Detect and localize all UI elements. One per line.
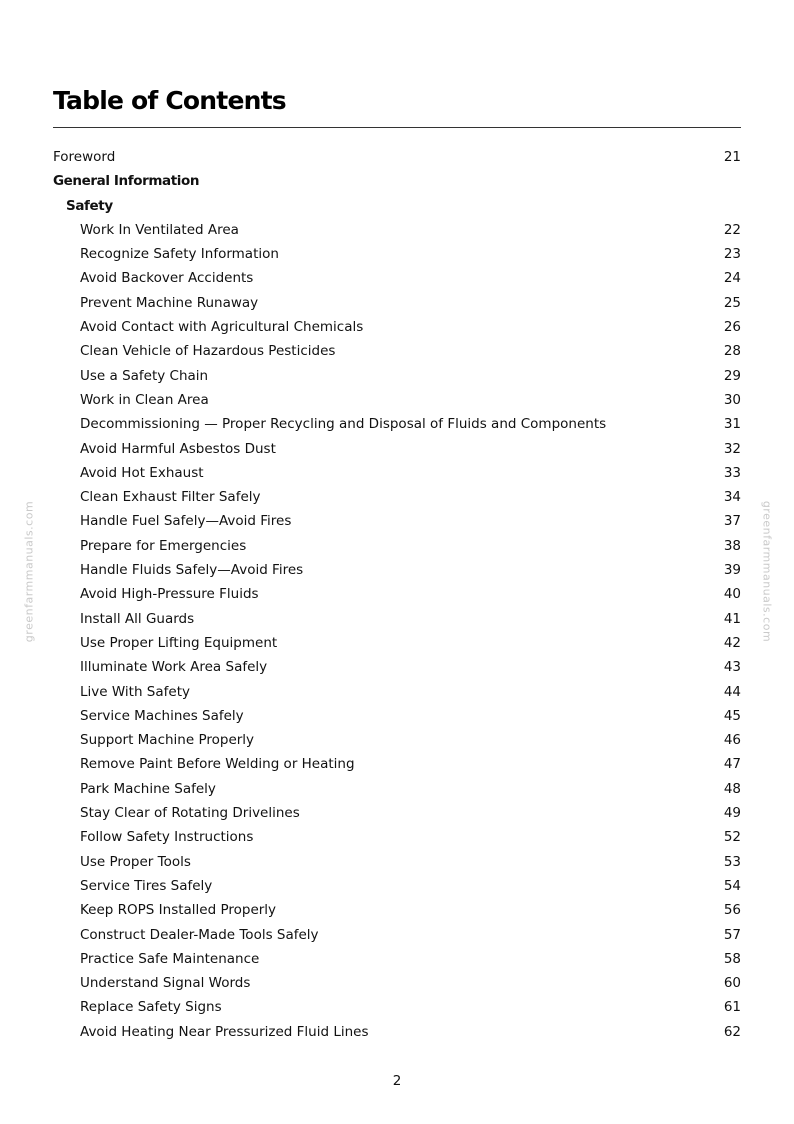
toc-entry-page-number: 33	[723, 464, 741, 481]
toc-entry[interactable]	[53, 388, 741, 412]
toc-entry[interactable]	[53, 291, 741, 315]
table-of-contents	[53, 145, 741, 1044]
toc-entry-page-number: 22	[723, 221, 741, 238]
toc-entry-page-number: 46	[723, 732, 741, 749]
toc-entry-page-number: 31	[723, 416, 741, 433]
toc-entry-label: Use Proper Lifting Equipment	[80, 634, 278, 651]
toc-entry-label: Prevent Machine Runaway	[80, 294, 259, 311]
watermark-left: greenfarmmanuals.com	[22, 500, 36, 643]
toc-entry-page-number: 52	[723, 829, 741, 846]
toc-entry-label: Safety	[66, 197, 113, 214]
toc-entry-label: Follow Safety Instructions	[80, 829, 254, 846]
toc-entry[interactable]	[53, 995, 741, 1019]
toc-entry[interactable]	[53, 655, 741, 679]
toc-entry[interactable]	[53, 728, 741, 752]
toc-entry-label: Avoid Harmful Asbestos Dust	[80, 440, 276, 457]
toc-entry-page-number: 23	[723, 246, 741, 263]
watermark-right: greenfarmmanuals.com	[760, 500, 774, 643]
toc-entry-label: Avoid High-Pressure Fluids	[80, 586, 259, 603]
toc-entry-page-number: 48	[723, 780, 741, 797]
toc-entry-page-number: 21	[723, 149, 741, 165]
toc-entry-label: Work in Clean Area	[80, 391, 209, 408]
toc-entry[interactable]	[53, 461, 741, 485]
toc-entry-page-number: 47	[723, 756, 741, 773]
toc-entry[interactable]	[53, 825, 741, 849]
toc-entry-label: Keep ROPS Installed Properly	[80, 902, 277, 919]
toc-entry-label: Prepare for Emergencies	[80, 537, 247, 554]
toc-entry-label: Decommissioning — Proper Recycling and Disposal of Fluids and Components	[80, 416, 607, 433]
toc-entry[interactable]	[53, 582, 741, 606]
toc-entry-label: Practice Safe Maintenance	[80, 950, 260, 967]
toc-entry[interactable]	[53, 1020, 741, 1044]
toc-entry-page-number: 24	[723, 270, 741, 287]
toc-entry-label: Live With Safety	[80, 683, 190, 700]
toc-entry[interactable]	[53, 801, 741, 825]
toc-entry-page-number: 60	[723, 975, 741, 992]
toc-entry-page-number: 58	[723, 950, 741, 967]
toc-entry-page-number: 25	[723, 294, 741, 311]
toc-entry[interactable]	[53, 971, 741, 995]
toc-entry-page-number: 43	[723, 659, 741, 676]
page-title: Table of Contents	[53, 86, 286, 115]
toc-entry-label: Avoid Contact with Agricultural Chemicals	[80, 319, 364, 336]
toc-entry[interactable]	[53, 412, 741, 436]
toc-entry[interactable]	[53, 437, 741, 461]
toc-entry[interactable]	[53, 242, 741, 266]
toc-entry-page-number: 53	[723, 853, 741, 870]
page-number: 2	[392, 1073, 402, 1089]
toc-entry-page-number: 30	[723, 391, 741, 408]
toc-entry[interactable]	[53, 704, 741, 728]
toc-entry-page-number: 29	[723, 367, 741, 384]
toc-entry[interactable]	[53, 680, 741, 704]
toc-entry-label: General Information	[53, 173, 200, 190]
toc-entry[interactable]	[53, 145, 741, 169]
toc-entry[interactable]	[53, 607, 741, 631]
toc-entry[interactable]	[53, 169, 741, 193]
toc-entry-label: Install All Guards	[80, 610, 195, 627]
toc-entry[interactable]	[53, 850, 741, 874]
toc-entry-label: Foreword	[53, 149, 116, 165]
toc-entry-label: Use Proper Tools	[80, 853, 191, 870]
toc-entry[interactable]	[53, 558, 741, 582]
toc-entry-label: Clean Exhaust Filter Safely	[80, 489, 261, 506]
toc-entry-page-number: 40	[723, 586, 741, 603]
toc-entry-label: Construct Dealer-Made Tools Safely	[80, 926, 319, 943]
toc-entry-page-number: 49	[723, 805, 741, 822]
toc-entry-page-number: 37	[723, 513, 741, 530]
toc-entry[interactable]	[53, 947, 741, 971]
toc-entry[interactable]	[53, 218, 741, 242]
toc-entry[interactable]	[53, 923, 741, 947]
toc-entry-label: Clean Vehicle of Hazardous Pesticides	[80, 343, 336, 360]
toc-entry[interactable]	[53, 534, 741, 558]
toc-entry[interactable]	[53, 874, 741, 898]
toc-entry[interactable]	[53, 777, 741, 801]
toc-entry[interactable]	[53, 509, 741, 533]
title-divider	[53, 127, 741, 128]
toc-entry-label: Support Machine Properly	[80, 732, 255, 749]
toc-entry-label: Handle Fuel Safely—Avoid Fires	[80, 513, 292, 530]
toc-entry-label: Stay Clear of Rotating Drivelines	[80, 805, 300, 822]
toc-entry[interactable]	[53, 364, 741, 388]
toc-entry-label: Service Machines Safely	[80, 707, 244, 724]
toc-entry[interactable]	[53, 339, 741, 363]
toc-entry-label: Recognize Safety Information	[80, 246, 279, 263]
toc-entry-page-number: 42	[723, 634, 741, 651]
toc-entry-page-number: 32	[723, 440, 741, 457]
toc-entry-label: Use a Safety Chain	[80, 367, 209, 384]
toc-entry[interactable]	[53, 485, 741, 509]
toc-entry-page-number: 38	[723, 537, 741, 554]
toc-entry[interactable]	[53, 315, 741, 339]
toc-entry-label: Illuminate Work Area Safely	[80, 659, 268, 676]
toc-entry-page-number: 61	[723, 999, 741, 1016]
toc-entry-label: Work In Ventilated Area	[80, 221, 239, 238]
toc-entry-page-number: 45	[723, 707, 741, 724]
toc-entry-label: Understand Signal Words	[80, 975, 251, 992]
toc-entry[interactable]	[53, 194, 741, 218]
toc-entry-label: Handle Fluids Safely—Avoid Fires	[80, 562, 304, 579]
toc-entry-label: Remove Paint Before Welding or Heating	[80, 756, 355, 773]
toc-entry-page-number: 28	[723, 343, 741, 360]
toc-entry[interactable]	[53, 631, 741, 655]
toc-entry[interactable]	[53, 898, 741, 922]
toc-entry-label: Service Tires Safely	[80, 877, 213, 894]
toc-entry-page-number: 54	[723, 877, 741, 894]
toc-entry-page-number: 26	[723, 319, 741, 336]
toc-entry-label: Avoid Hot Exhaust	[80, 464, 204, 481]
toc-entry-label: Avoid Backover Accidents	[80, 270, 254, 287]
toc-entry-label: Avoid Heating Near Pressurized Fluid Lines	[80, 1023, 369, 1040]
toc-entry-label: Park Machine Safely	[80, 780, 216, 797]
toc-entry-page-number: 39	[723, 562, 741, 579]
toc-entry-page-number: 41	[723, 610, 741, 627]
toc-entry-page-number: 56	[723, 902, 741, 919]
toc-entry-page-number: 62	[723, 1023, 741, 1040]
toc-entry-page-number: 34	[723, 489, 741, 506]
toc-entry-page-number: 44	[723, 683, 741, 700]
toc-entry-page-number: 57	[723, 926, 741, 943]
toc-entry[interactable]	[53, 266, 741, 290]
toc-entry[interactable]	[53, 752, 741, 776]
toc-entry-label: Replace Safety Signs	[80, 999, 222, 1016]
